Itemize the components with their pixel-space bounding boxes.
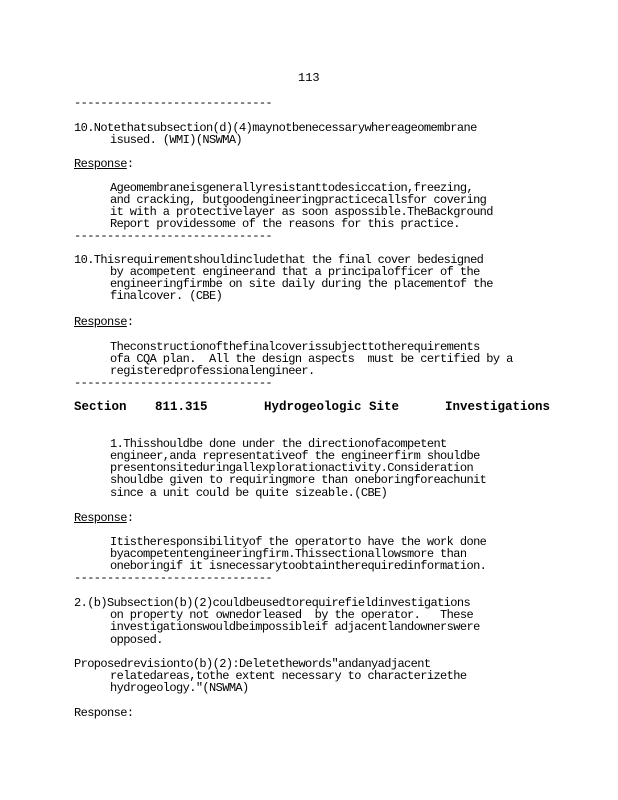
response-heading: [74, 707, 133, 719]
comment-line: engineer,anda representativeof the engineerfirm shouldbe: [110, 449, 480, 463]
response-line: and cracking, butgoodengineeringpracticecallsfor covering: [110, 193, 487, 207]
comment-line: isused. (WMI)(NSWMA): [110, 133, 243, 147]
response-colon: :: [126, 706, 134, 720]
response-label: Response: [74, 706, 127, 720]
comment-line: opposed.: [110, 633, 163, 647]
proposed-line: hydrogeology."(NSWMA): [110, 681, 249, 695]
response-line: Ageomembraneisgenerallyresistanttodesiccation,freezing,: [110, 181, 474, 195]
comment-line: shouldbe given to requiringmore than oneboringforeachunit: [110, 473, 487, 487]
response-colon: :: [126, 315, 134, 329]
comment-line: 1.Thisshouldbe done under the directionofacompetent: [110, 437, 447, 451]
comment-line: on property not ownedorleased by the operator. These: [110, 608, 474, 622]
response-line: byacompetentengineeringfirm.Thissectionallowsmore than: [110, 547, 467, 561]
response-colon: :: [126, 511, 134, 525]
response-line: oneboringif it isnecessarytoobtaintherequiredinformation.: [110, 559, 487, 573]
separator-rule: ------------------------------: [74, 376, 273, 390]
comment-line: engineeringfirmbe on site daily during the placementof the: [110, 277, 493, 291]
comment-line: 2.(b)Subsection(b)(2)couldbeusedtorequirefieldinvestigations: [74, 596, 471, 610]
section-title: Investigations: [445, 400, 551, 414]
section-label: Section: [74, 400, 127, 414]
response-line: Report providessome of the reasons for this practice.: [110, 217, 460, 231]
response-heading: [74, 316, 133, 328]
comment-line: finalcover. (CBE): [110, 289, 223, 303]
comment-line: presentonsiteduringallexplorationactivity.Consideration: [110, 461, 474, 475]
proposed-line: relatedareas,tothe extent necessary to characterizethe: [110, 669, 467, 683]
comment-line: 10.Notethatsubsection(d)(4)maynotbenecessarywhereageomembrane: [74, 121, 477, 135]
response-line: registeredprofessionalengineer.: [110, 364, 315, 378]
response-label: Response: [74, 157, 127, 171]
section-title: Hydrogeologic Site: [264, 400, 400, 414]
response-line: Theconstructionofthefinalcoverissubjecttotherequirements: [110, 340, 480, 354]
separator-rule: ------------------------------: [74, 96, 273, 110]
response-label: Response: [74, 315, 127, 329]
comment-line: by acompetent engineerand that a principalofficer of the: [110, 265, 480, 279]
proposed-line: Proposedrevisionto(b)(2):Deletethewords"andanyadjacent: [74, 657, 431, 671]
separator-rule: ------------------------------: [74, 229, 273, 243]
response-line: Itistheresponsibilityof the operatorto have the work done: [110, 535, 487, 549]
comment-line: since a unit could be quite sizeable.(CBE): [110, 486, 388, 500]
comment-line: 10.Thisrequirementshouldincludethat the final cover bedesigned: [74, 253, 484, 267]
separator-rule: ------------------------------: [74, 571, 273, 585]
response-line: it with a protectivelayer as soon aspossible.TheBackground: [110, 205, 493, 219]
section-number: 811.315: [155, 400, 208, 414]
response-line: ofa CQA plan. All the design aspects must be certified by a: [110, 352, 513, 366]
response-heading: [74, 512, 133, 524]
response-colon: :: [126, 157, 134, 171]
response-heading: [74, 158, 133, 170]
page-number: 113: [298, 71, 320, 85]
comment-line: investigationswouldbeimpossibleif adjacentlandownerswere: [110, 620, 480, 634]
response-label: Response: [74, 511, 127, 525]
